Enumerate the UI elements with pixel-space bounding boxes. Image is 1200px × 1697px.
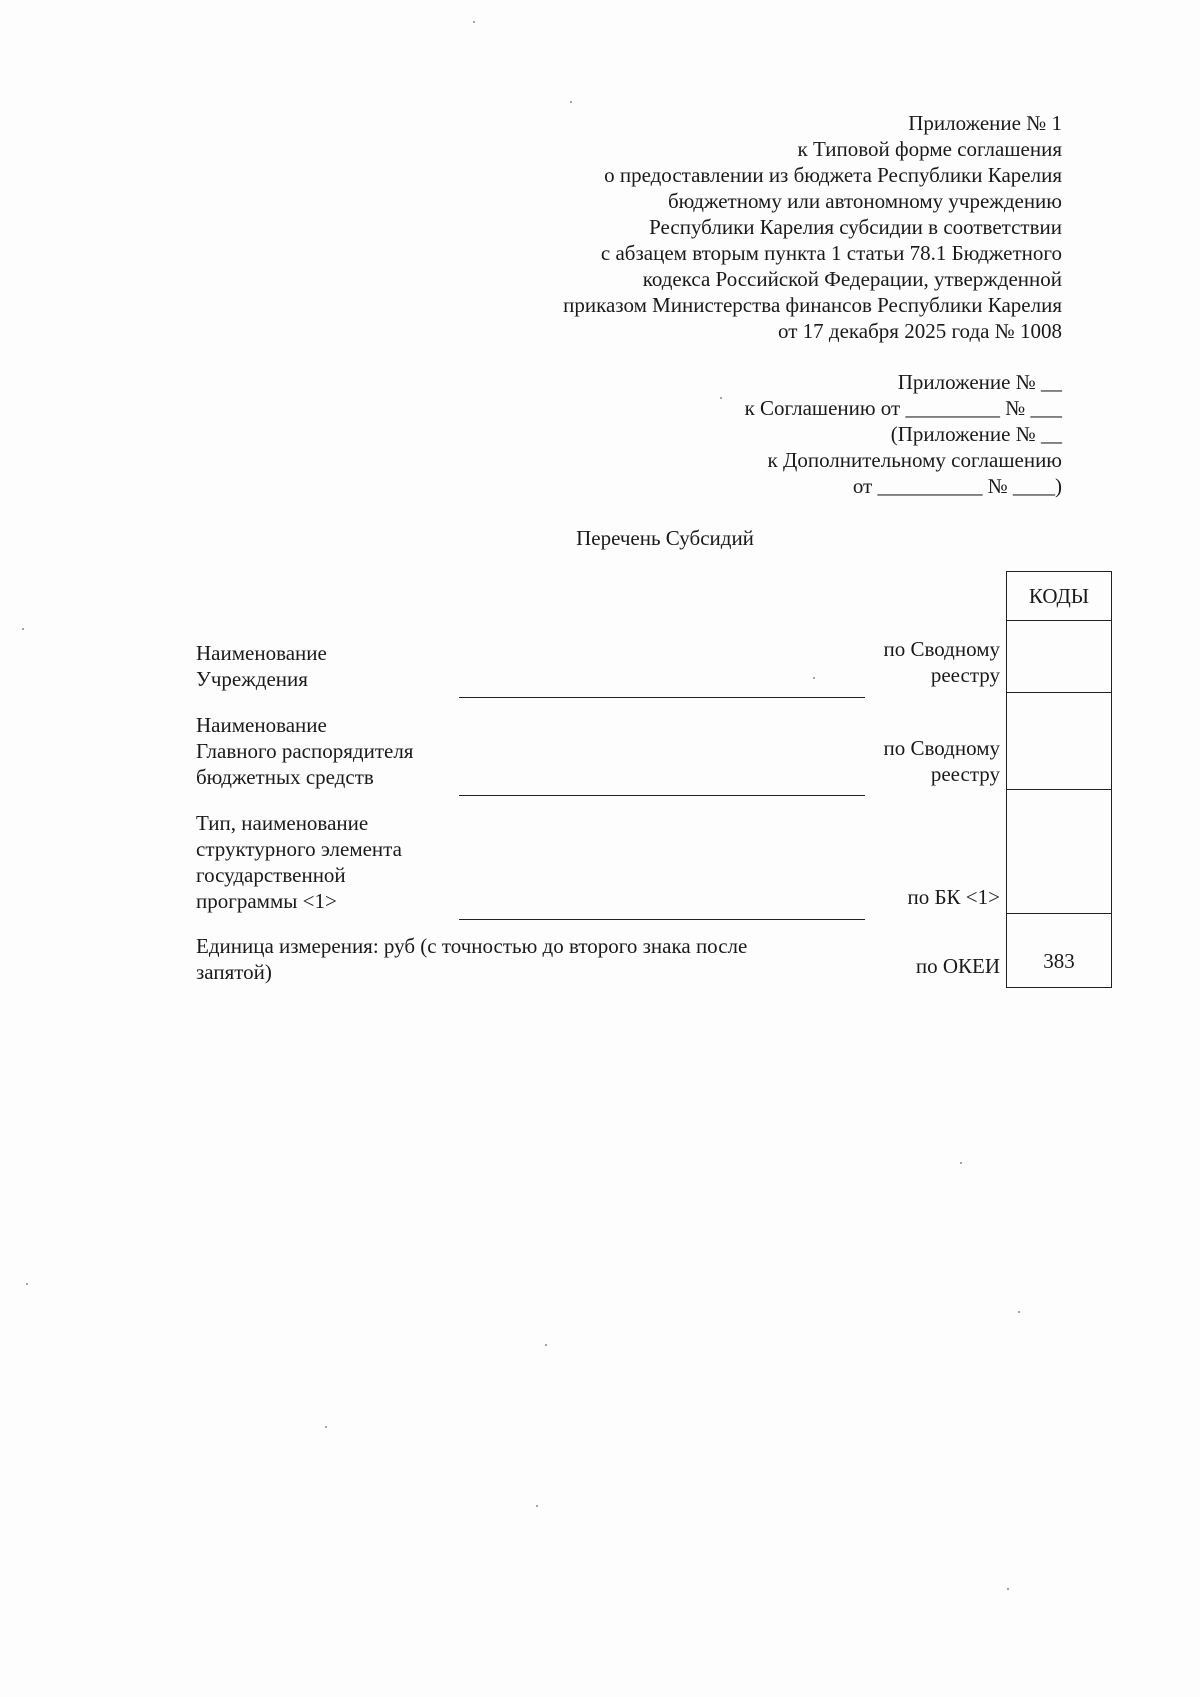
label-line: структурного элемента [196, 837, 402, 861]
caption-register-2 [884, 735, 1000, 787]
appendix-block [745, 369, 1062, 499]
document-title: Перечень Субсидий [576, 526, 754, 550]
header-line: к Типовой форме соглашения [797, 137, 1062, 161]
code-cell-okei[interactable]: 383 [1043, 949, 1075, 973]
header-line: приказом Министерства финансов Республики Карелия [563, 293, 1062, 317]
appendix-line: к Дополнительному соглашению [767, 448, 1062, 472]
label-line: программы <1> [196, 889, 337, 913]
chief-manager-name-line[interactable] [459, 795, 865, 796]
caption-line: по ОКЕИ [915, 954, 1000, 978]
institution-name-line[interactable] [459, 697, 865, 698]
appendix-line: Приложение № __ [897, 370, 1062, 394]
scan-speck [1007, 1588, 1009, 1590]
caption-line: по БК <1> [907, 885, 1000, 909]
appendix-line: к Соглашению от _________ № ___ [744, 396, 1062, 420]
label-line: Наименование [196, 641, 327, 665]
field-label-institution [196, 640, 327, 692]
header-line: с абзацем вторым пункта 1 статьи 78.1 Бюджетного [600, 241, 1062, 265]
scan-speck [545, 1344, 547, 1346]
caption-line: по Сводному [883, 637, 1000, 661]
header-line: о предоставлении из бюджета Республики Карелия [604, 163, 1062, 187]
field-label-chief-manager [196, 712, 413, 790]
scan-speck [813, 677, 815, 679]
label-line: бюджетных средств [196, 765, 374, 789]
label-line: государственной [196, 863, 346, 887]
scan-speck [325, 1426, 327, 1428]
code-cell-bk[interactable] [1007, 790, 1111, 914]
scan-speck [536, 1505, 538, 1507]
label-line: Главного распорядителя [196, 739, 414, 763]
scan-speck [1018, 1311, 1020, 1313]
code-cell-institution[interactable] [1007, 621, 1111, 693]
code-cell-chief-manager[interactable] [1007, 693, 1111, 790]
scan-speck [960, 1162, 962, 1164]
header-line: кодекса Российской Федерации, утвержденной [642, 267, 1062, 291]
header-line: Приложение № 1 [908, 111, 1062, 135]
header-line: бюджетному или автономному учреждению [668, 189, 1062, 213]
caption-register-1 [884, 636, 1000, 688]
caption-line: реестру [930, 663, 1000, 687]
label-line: Тип, наименование [196, 811, 369, 835]
scan-speck [473, 21, 475, 23]
label-line: Единица измерения: руб (с точностью до второго знака после [196, 934, 748, 958]
field-label-program-element [196, 810, 402, 914]
caption-line: реестру [930, 762, 1000, 786]
program-element-line[interactable] [459, 919, 865, 920]
caption-bk [908, 884, 1001, 910]
caption-okei [916, 953, 1000, 979]
caption-line: по Сводному [883, 736, 1000, 760]
label-line: Учреждения [196, 667, 308, 691]
label-line: Наименование [196, 713, 327, 737]
label-line: запятой) [196, 960, 272, 984]
scan-speck [720, 397, 722, 399]
appendix-line: от __________ № ____) [852, 474, 1062, 498]
scan-speck [570, 101, 572, 103]
field-label-unit [196, 933, 747, 985]
scan-speck [22, 628, 24, 630]
codes-header: КОДЫ [1007, 572, 1111, 621]
header-approval-block [563, 110, 1062, 344]
header-line: от 17 декабря 2025 года № 1008 [778, 319, 1062, 343]
scan-speck [26, 1283, 28, 1285]
appendix-line: (Приложение № __ [890, 422, 1062, 446]
codes-table [1006, 571, 1112, 988]
header-line: Республики Карелия субсидии в соответствии [649, 215, 1062, 239]
